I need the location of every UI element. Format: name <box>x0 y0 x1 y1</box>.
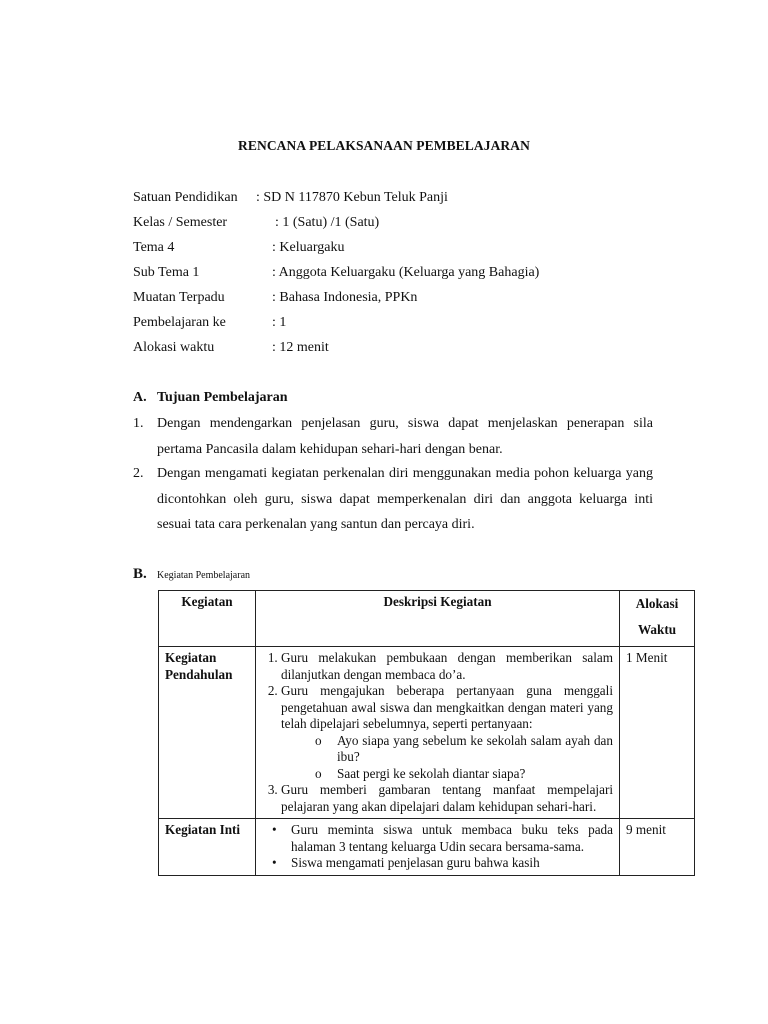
identity-value: : Anggota Keluargaku (Keluarga yang Bahagia) <box>272 265 540 280</box>
list-item-text: Guru meminta siswa untuk membaca buku teks pada halaman 3 tentang keluarga Udin secara bersama-sama. <box>291 822 613 854</box>
bullet-dot-icon: • <box>272 822 277 837</box>
identity-value: : SD N 117870 Kebun Teluk Panji <box>256 190 448 205</box>
identity-value: : Keluargaku <box>272 240 345 255</box>
row-waktu: 1 Menit <box>620 647 695 819</box>
question-list <box>281 733 613 783</box>
identity-value: : 12 menit <box>272 340 329 355</box>
list-item: 1. Guru melakukan pembukaan dengan memberikan salam dilanjutkan dengan membaca do’a. <box>281 650 613 683</box>
identity-value: : 1 <box>272 315 287 330</box>
row-kegiatan-label: Kegiatan Inti <box>159 819 256 876</box>
section-title: Tujuan Pembelajaran <box>157 390 288 405</box>
table-header-row <box>159 591 695 647</box>
row-kegiatan-label: Kegiatan Pendahulan <box>159 647 256 819</box>
row-deskripsi <box>256 647 620 819</box>
header-deskripsi: Deskripsi Kegiatan <box>256 591 620 647</box>
identity-label: Tema 4 <box>133 240 175 255</box>
header-alokasi: Alokasi Waktu <box>620 591 695 647</box>
identity-label: Kelas / Semester <box>133 215 228 230</box>
question-item <box>315 765 613 783</box>
table-row <box>159 647 695 819</box>
question-item <box>315 732 613 766</box>
identity-label: Satuan Pendidikan <box>133 190 238 205</box>
list-item <box>272 855 613 872</box>
goal-number: 2. <box>133 466 144 481</box>
identity-value: : Bahasa Indonesia, PPKn <box>272 290 418 305</box>
row-waktu: 9 menit <box>620 819 695 876</box>
section-a-heading <box>133 390 288 406</box>
identity-value: : 1 (Satu) /1 (Satu) <box>275 215 380 230</box>
section-b-heading <box>133 566 250 583</box>
activity-list <box>262 650 613 815</box>
section-letter: B. <box>133 566 147 582</box>
section-letter: A. <box>133 390 147 405</box>
section-title: Kegiatan Pembelajaran <box>157 570 251 581</box>
identity-label: Sub Tema 1 <box>133 265 200 280</box>
circle-bullet-icon: o <box>315 732 322 748</box>
question-text: Saat pergi ke sekolah diantar siapa? <box>337 765 526 781</box>
list-item-text: Guru mengajukan beberapa pertanyaan guna menggali pengetahuan awal siswa dan mengkaitkan dengan materi yang telah dipelajari sebelumnya, seperti pertanyaan: <box>281 683 613 731</box>
identity-label: Pembelajaran ke <box>133 315 226 330</box>
list-item: 3. Guru memberi gambaran tentang manfaat mempelajari pelajaran yang akan dipelajari dalam kehidupan sehari-hari. <box>281 782 613 815</box>
activity-table <box>158 590 695 876</box>
activity-list <box>262 822 613 872</box>
goal-number: 1. <box>133 416 144 431</box>
header-kegiatan: Kegiatan <box>159 591 256 647</box>
list-item <box>281 683 613 782</box>
list-item-text: Siswa mengamati penjelasan guru bahwa kasih <box>291 855 540 870</box>
document-title: RENCANA PELAKSANAAN PEMBELAJARAN <box>238 138 530 153</box>
bullet-dot-icon: • <box>272 855 277 870</box>
goal-item <box>133 411 653 462</box>
question-text: Ayo siapa yang sebelum ke sekolah salam ayah dan ibu? <box>337 732 613 764</box>
goal-text: Dengan mendengarkan penjelasan guru, siswa dapat menjelaskan penerapan sila pertama Pancasila dalam kehidupan sehari-hari dengan benar. <box>157 416 653 457</box>
table-row <box>159 819 695 876</box>
list-item <box>272 822 613 855</box>
goal-text: Dengan mengamati kegiatan perkenalan diri menggunakan media pohon keluarga yang dicontohkan oleh guru, siswa dapat memperkenalan diri dan anggota keluarga inti sesuai tata cara perkenalan yang santun dan percaya diri. <box>157 466 653 532</box>
identity-label: Alokasi waktu <box>133 340 215 355</box>
circle-bullet-icon: o <box>315 765 322 781</box>
identity-label: Muatan Terpadu <box>133 290 225 305</box>
goal-item <box>133 461 653 538</box>
row-deskripsi <box>256 819 620 876</box>
